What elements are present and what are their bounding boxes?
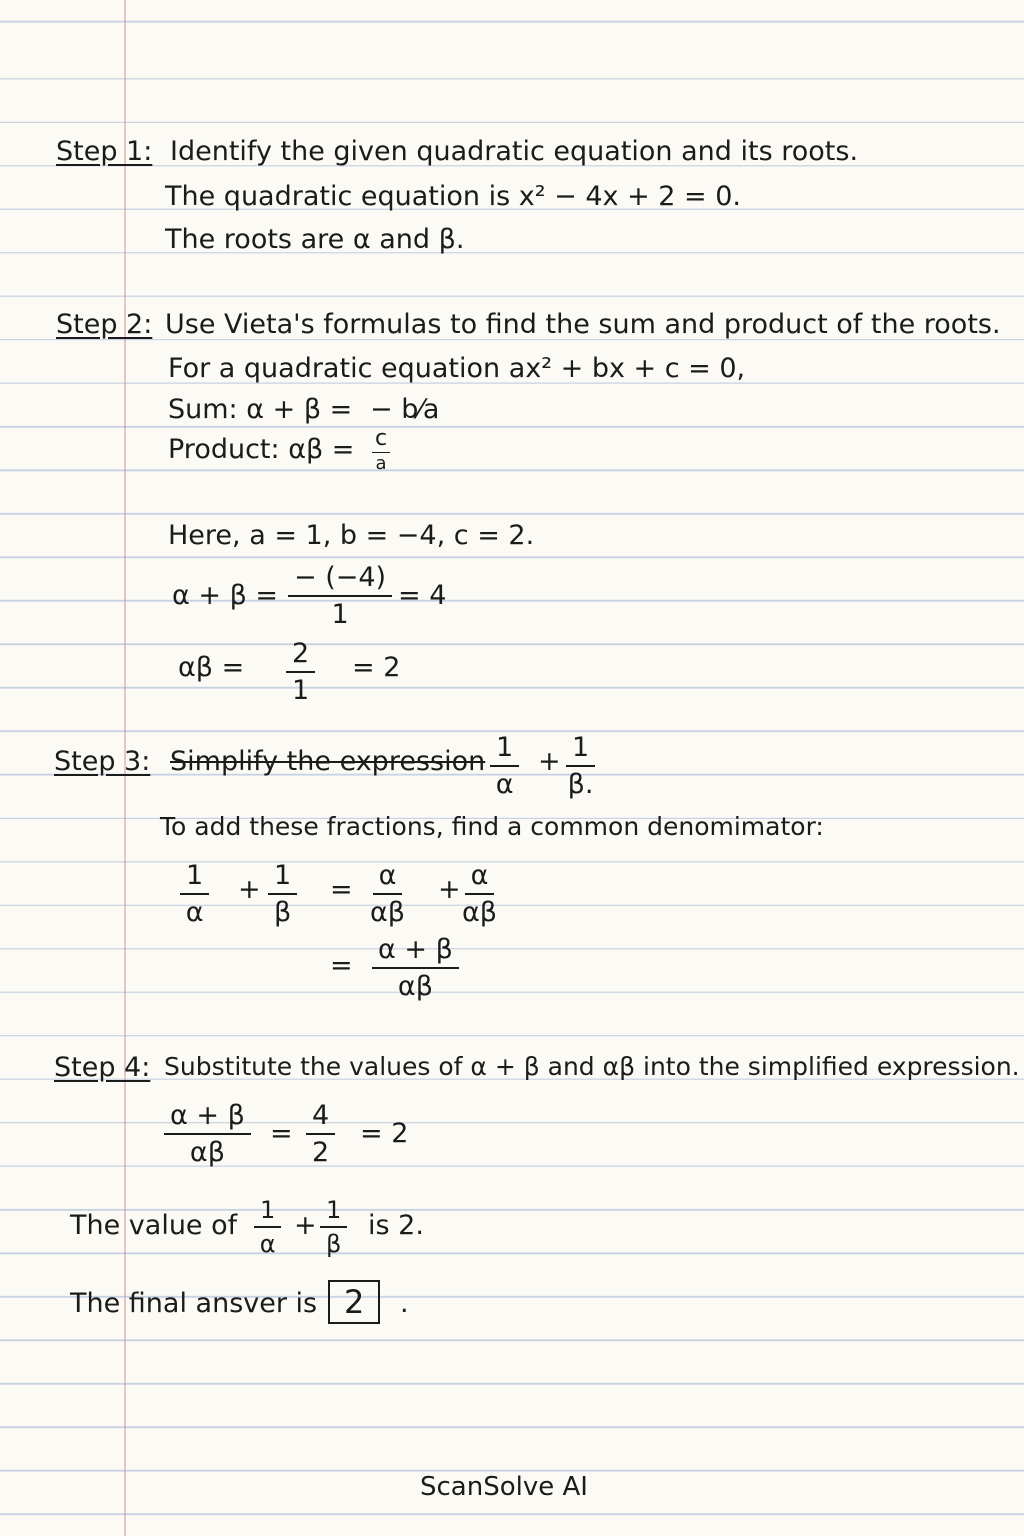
eq2-combined-fraction: $\frac{\alpha + \beta}{\alpha\beta}$ (372, 936, 459, 1000)
eq1-plus-2: + (438, 874, 461, 905)
footer-brand: ScanSolve AI (420, 1472, 588, 1502)
step3-plus: + (538, 746, 561, 777)
step4-result: = 2 (360, 1118, 409, 1149)
product-result: = 2 (352, 652, 401, 683)
final-answer-box: 2 (328, 1280, 380, 1324)
step3-fraction-one-over-alpha: $\frac{1}{\alpha}$ (490, 734, 519, 798)
eq2-equals: = (330, 950, 353, 981)
step3-instruction: To add these fractions, find a common denomimator: (160, 812, 824, 841)
eq1-alpha-over-alphabeta: $\frac{\alpha}{\alpha\beta}$ (370, 860, 406, 928)
value-statement-suffix: is 2. (368, 1210, 424, 1241)
step2-general-form: For a quadratic equation ax² + bx + c = 0, (168, 353, 746, 384)
step1-title: Identify the given quadratic equation and its roots. (170, 136, 859, 167)
final-answer-period: . (400, 1288, 409, 1319)
vieta-sum-label: Sum: α + β = (168, 394, 353, 425)
value-fraction-one-over-beta: $\frac{1}{\beta}$ (320, 1198, 347, 1256)
eq1-plus-1: + (238, 874, 261, 905)
vieta-product-fraction: c a (372, 428, 390, 473)
step3-title: Simplify the expression (170, 746, 486, 777)
final-answer-prefix: The final ansver is (70, 1288, 318, 1319)
step2-label: Step 2: (56, 309, 153, 340)
step4-title: Substitute the values of α + β and αβ into the simplified expression. (164, 1052, 1020, 1081)
sum-lhs: α + β = (172, 580, 279, 611)
step2-given-coefficients: Here, a = 1, b = −4, c = 2. (168, 520, 535, 551)
step3-label: Step 3: (54, 746, 151, 777)
product-lhs: αβ = (178, 652, 245, 683)
step1-label: Step 1: (56, 136, 153, 167)
eq1-one-over-alpha: $\frac{1}{\alpha}$ (180, 862, 209, 926)
vieta-product-label: Product: αβ = (168, 434, 355, 465)
eq1-equals: = (330, 874, 353, 905)
vieta-sum-formula: − b⁄a (370, 394, 440, 425)
value-plus: + (294, 1210, 317, 1241)
step4-lhs-fraction: $\frac{\alpha + \beta}{\alpha\beta}$ (164, 1102, 251, 1166)
eq1-second-alpha-over-alphabeta: $\frac{\alpha}{\alpha\beta}$ (462, 860, 498, 928)
step1-equation: The quadratic equation is x² − 4x + 2 = 0. (165, 181, 742, 212)
step2-title: Use Vieta's formulas to find the sum and product of the roots. (165, 309, 1001, 340)
sum-fraction: $\frac{- (-4)}{1}$ (288, 564, 392, 628)
eq1-one-over-beta: $\frac{1}{\beta}$ (268, 862, 297, 926)
step1-roots: The roots are α and β. (165, 224, 465, 255)
step4-label: Step 4: (54, 1052, 151, 1083)
step4-four-over-two: $\frac{4}{2}$ (306, 1102, 335, 1166)
sum-result: = 4 (398, 580, 447, 611)
step3-fraction-one-over-beta: $\frac{1}{\beta.}$ (567, 732, 594, 800)
step4-equals: = (270, 1118, 293, 1149)
value-fraction-one-over-alpha: $\frac{1}{\alpha}$ (254, 1198, 281, 1256)
value-statement-prefix: The value of (70, 1210, 238, 1241)
product-fraction: $\frac{2}{1}$ (286, 640, 315, 704)
